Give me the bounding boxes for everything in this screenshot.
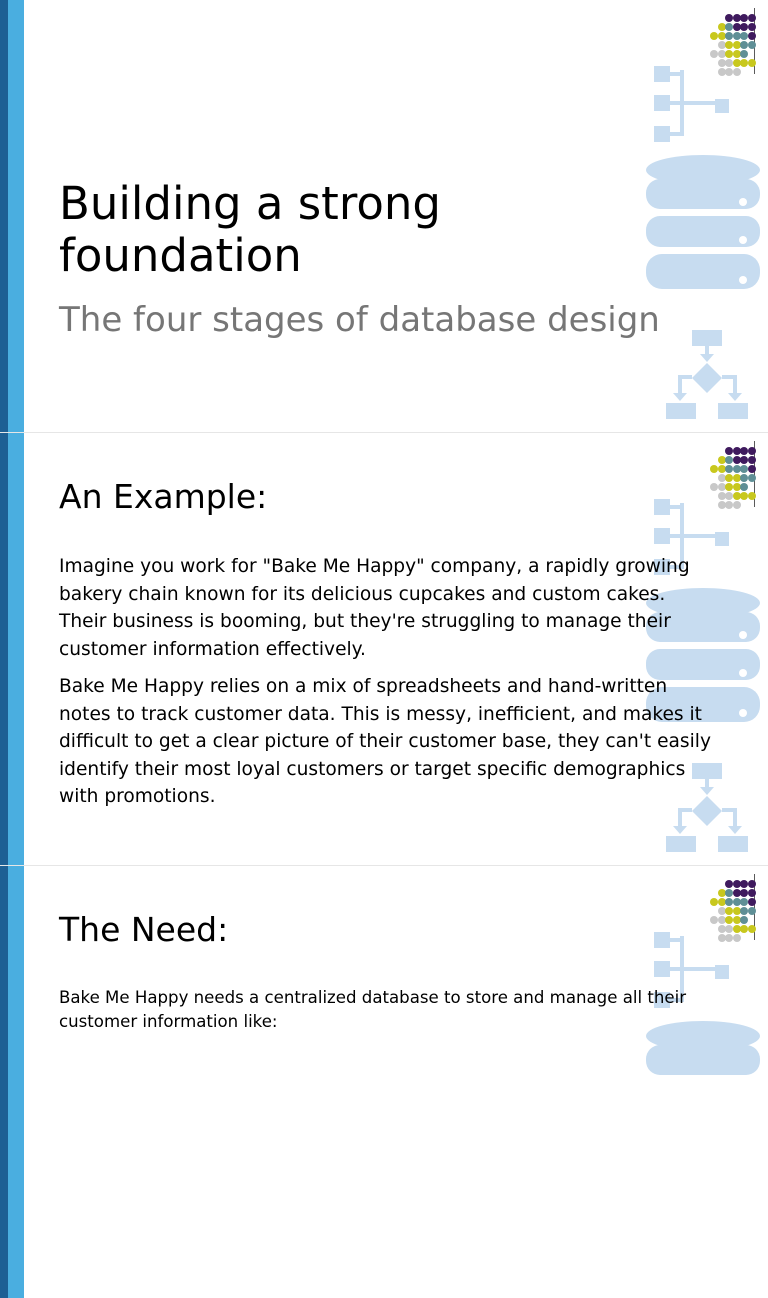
- example-paragraph-1: Imagine you work for "Bake Me Happy" company, a rapidly growing bakery chain known for its delicious cupcakes and custom cakes. Their business is booming, but they're struggling to manage their customer information effectively.: [59, 556, 690, 660]
- slide-heading: The Need:: [59, 910, 229, 949]
- decorative-dot: [725, 880, 733, 888]
- decorative-dot: [710, 916, 718, 924]
- decorative-dot: [740, 483, 748, 491]
- decorative-dot: [725, 898, 733, 906]
- decorative-dot: [725, 907, 733, 915]
- example-paragraph-2: Bake Me Happy relies on a mix of spreadsheets and hand-written notes to track customer data. This is messy, inefficient, and makes it difficult to get a clear picture of their customer base, they can't easily identify their most loyal customers or target specific demographics with promotions.: [59, 676, 711, 807]
- decorative-dot: [710, 50, 718, 58]
- decorative-dot: [748, 474, 756, 482]
- decorative-dot: [725, 447, 733, 455]
- decorative-dot: [710, 32, 718, 40]
- decorative-dot: [725, 32, 733, 40]
- decorative-dot: [725, 889, 733, 897]
- slide-subtitle: The four stages of database design: [59, 300, 660, 340]
- decorative-dot: [748, 907, 756, 915]
- decorative-dot: [725, 50, 733, 58]
- decorative-dot: [740, 916, 748, 924]
- decorative-dot: [748, 14, 756, 22]
- title-slide: [0, 0, 768, 432]
- slide-edge-bar: [0, 0, 24, 432]
- decorative-dot: [748, 898, 756, 906]
- decorative-dot: [725, 14, 733, 22]
- decorative-dot: [725, 916, 733, 924]
- flowchart-icon: [666, 330, 748, 419]
- decorative-dot: [725, 465, 733, 473]
- decorative-dot: [725, 41, 733, 49]
- decorative-dot: [725, 474, 733, 482]
- slide-edge-bar: [0, 866, 24, 1298]
- decorative-dot: [748, 465, 756, 473]
- decorative-dot: [710, 465, 718, 473]
- decorative-dot: [725, 483, 733, 491]
- decorative-dot: [748, 880, 756, 888]
- decorative-dot: [725, 23, 733, 31]
- decorative-dot: [710, 898, 718, 906]
- decorative-dot: [725, 456, 733, 464]
- slide-title: Building a strong foundation: [59, 177, 441, 282]
- slide-edge-bar: [0, 433, 24, 865]
- slide-heading: An Example:: [59, 477, 268, 516]
- tree-diagram-icon: [654, 66, 729, 142]
- decorative-dot: [710, 483, 718, 491]
- decorative-dot: [748, 889, 756, 897]
- decorative-dot: [748, 456, 756, 464]
- decorative-dot: [748, 41, 756, 49]
- decorative-dot: [748, 23, 756, 31]
- need-slide: [0, 866, 768, 1298]
- decorative-dot: [740, 50, 748, 58]
- decorative-database-art: [640, 66, 768, 422]
- decorative-dot: [748, 447, 756, 455]
- need-paragraph-1: Bake Me Happy needs a centralized database to store and manage all their customer information like:: [59, 988, 687, 1031]
- database-icon: [646, 155, 760, 289]
- example-slide: [0, 433, 768, 865]
- decorative-dot: [748, 32, 756, 40]
